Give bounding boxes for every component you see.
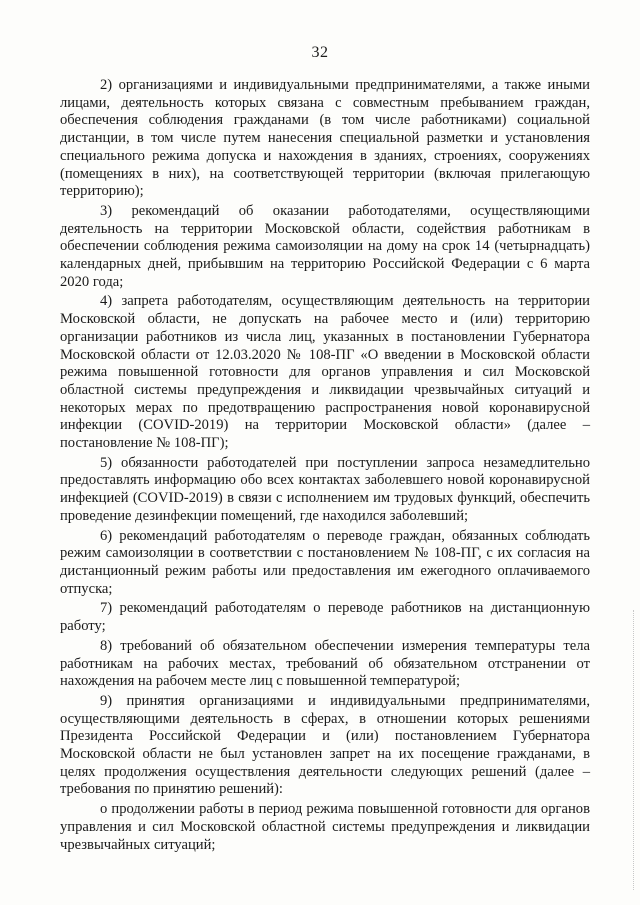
paragraph-item-2: 2) организациями и индивидуальными предпринимателями, а также иными лицами, деятельность которых связана с совместным пребыванием граждан, обеспечения соблюдения гражданами (в том числе работниками) социальной дистанции, в том числе путем нанесения специальной разметки и установления специального режима допуска и нахождения в зданиях, строениях, сооружениях (помещениях в них), на соответствующей территории (включая прилегающую территорию);: [60, 77, 590, 200]
paragraph-item-7: 7) рекомендаций работодателям о переводе работников на дистанционную работу;: [60, 600, 590, 635]
paragraph-item-3: 3) рекомендаций об оказании работодателями, осуществляющими деятельность на территории Московской области, содействия работникам в обеспечении соблюдения режима самоизоляции на дому на срок 14 (четырнадцать) календарных дней, прибывшим на территорию Российской Федерации с 6 марта 2020 года;: [60, 202, 590, 290]
paragraph-decision-continue-work: о продолжении работы в период режима повышенной готовности для органов управления и сил Московской областной системы предупреждения и ликвидации чрезвычайных ситуаций;: [60, 801, 590, 853]
scan-edge-artifact: [632, 610, 634, 890]
paragraph-item-4: 4) запрета работодателям, осуществляющим деятельность на территории Московской области, не допускать на рабочее место и (или) территорию организации работников из числа лиц, указанных в постановлении Губернатора Московской области от 12.03.2020 № 108-ПГ «О введении в Московской области режима повышенной готовности для органов управления и сил Московской областной системы предупреждения и ликвидации чрезвычайных ситуаций и некоторых мерах по предотвращению распространения новой коронавирусной инфекции (COVID-2019) на территории Московской области» (далее – постановление № 108-ПГ);: [60, 293, 590, 452]
paragraph-item-6: 6) рекомендаций работодателям о переводе граждан, обязанных соблюдать режим самоизоляции в соответствии с постановлением № 108-ПГ, с их согласия на дистанционный режим работы или предоставления им ежегодного оплачиваемого отпуска;: [60, 527, 590, 597]
paragraph-item-5: 5) обязанности работодателей при поступлении запроса незамедлительно предоставлять информацию обо всех контактах заболевшего новой коронавирусной инфекцией (COVID-2019) в связи с исполнением им трудовых функций, обеспечить проведение дезинфекции помещений, где находился заболевший;: [60, 454, 590, 524]
paragraph-item-9: 9) принятия организациями и индивидуальными предпринимателями, осуществляющими деятельность в сферах, в отношении которых решениями Президента Российской Федерации и (или) постановлением Губернатора Московской области не был установлен запрет на их посещение гражданами, в целях продолжения осуществления деятельности следующих решений (далее – требования по принятию решений):: [60, 692, 590, 798]
paragraph-item-8: 8) требований об обязательном обеспечении измерения температуры тела работникам на рабочих местах, требований об обязательном отстранении от нахождения на рабочем месте лиц с повышенной температурой;: [60, 637, 590, 690]
page-number: 32: [311, 44, 329, 61]
document-body: [60, 77, 590, 856]
